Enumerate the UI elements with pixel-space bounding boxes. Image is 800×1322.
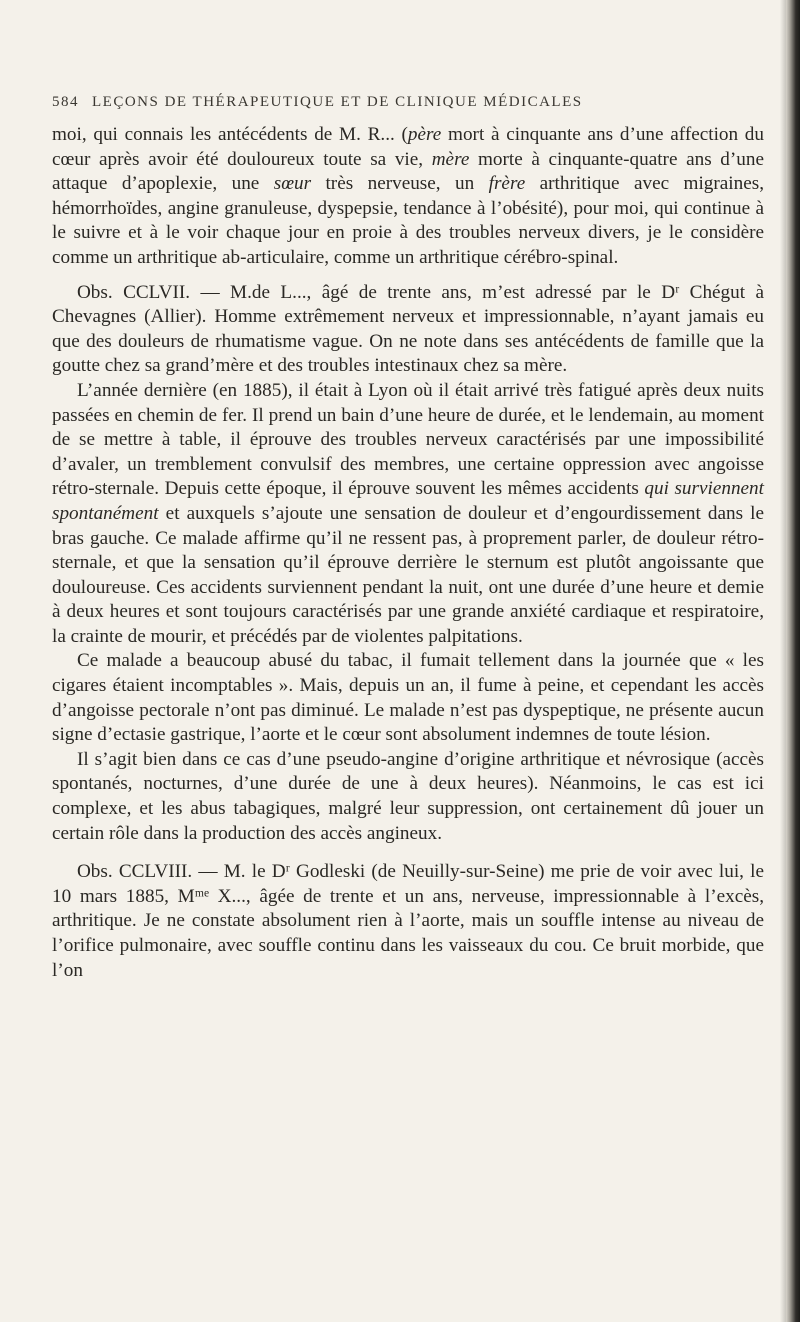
running-title: LEÇONS DE THÉRAPEUTIQUE ET DE CLINIQUE MÉDICALES [92,94,583,110]
italic-run: frère [488,173,526,195]
paragraph-continuation [52,123,764,271]
italic-run: qui surviennent spontanément [52,478,764,524]
book-page [52,0,764,1322]
spacer [52,271,764,281]
text-run: morte à cinquante-quatre ans d’une attaque d’apoplexie, une [52,148,764,195]
paragraph-history [52,379,764,650]
page-number: 584 [52,94,79,110]
running-head [52,94,764,116]
text-run: arthritique avec migraines, hémorrhoïdes, angine granuleuse, dyspepsie, tendance à l’obésité), pour moi, qui continue à le suivre et à le voir chaque jour en proie à des troubles nerveux divers, je le considère comme un arthritique ab-articulaire, comme un arthritique cérébro-spinal. [52,173,764,268]
body-text [52,123,764,983]
paragraph-tobacco: Ce malade a beaucoup abusé du tabac, il fumait tellement dans la journée que « les cigares étaient incomptables ». Mais, depuis un an, il fume à peine, et cependant les accès d’angoisse pectorale n’ont pas diminué. Le malade n’est pas dyspeptique, ne présente aucun signe d’ectasie gastrique, l’aorte et le cœur sont absolument indemnes de toute lésion. [52,650,764,746]
italic-run: père [407,124,442,145]
text-run: très nerveuse, un [311,173,489,195]
book-edge [786,0,800,1322]
spacer [52,846,764,860]
italic-run: sœur [273,173,312,195]
text-run: L’année dernière (en 1885), il était à Lyon où il était arrivé très fatigué après deux nuits passées en chemin de fer. Il prend un bain d’une heure de durée, et le lendemain, au moment de se mettre à table, il éprouve des troubles nerveux caractérisés par une impossibilité d’avaler, un tremblement convulsif des membres, une certaine oppression avec angoisse rétro-sternale. Depuis cette époque, il éprouve souvent les mêmes accidents [52,379,764,500]
observation-258: Obs. CCLVIII. — M. le Dʳ Godleski (de Neuilly-sur-Seine) me prie de voir avec lui, le 10 mars 1885, Mᵐᵉ X..., âgée de trente et un ans, nerveuse, impressionnable à l’excès, arthritique. Je ne constate absolument rien à l’aorte, mais un souffle intense au niveau de l’orifice pulmonaire, avec souffle continu dans les vaisseaux du cou. Ce bruit morbide, que l’on [52,861,764,981]
text-run: et auxquels s’ajoute une sensation de douleur et d’engourdissement dans le bras gauche. Ce malade affirme qu’il ne ressent pas, à proprement parler, de douleur rétro-sternale, et que la sensation qu’il éprouve derrière le sternum est plutôt angoissante que douloureuse. Ces accidents surviennent pendant la nuit, ont une durée d’une heure et demie à deux heures et sont toujours caractérisés par une grande anxiété cardiaque et respiratoire, la crainte de mourir, et précédés par de violentes palpitations. [52,502,764,647]
italic-run: mère [431,148,470,170]
paragraph-diagnosis: Il s’agit bien dans ce cas d’une pseudo-angine d’origine arthritique et névrosique (accès spontanés, nocturnes, d’une durée de une à deux heures). Néanmoins, le cas est ici complexe, et les abus tabagiques, malgré leur suppression, ont certainement dû jouer un certain rôle dans la production des accès angineux. [52,748,764,844]
observation-257: Obs. CCLVII. — M.de L..., âgé de trente ans, m’est adressé par le Dʳ Chégut à Chevagnes (Allier). Homme extrêmement nerveux et impressionnable, n’ayant jamais eu que des douleurs de rhumatisme vague. On ne note dans ses antécédents de famille que la goutte chez sa grand’mère et des troubles intestinaux chez sa mère. [52,281,764,377]
text-run: mort à cinquante ans d’une affection du cœur après avoir été douloureux toute sa vie, [52,124,764,170]
text-run: moi, qui connais les antécédents de M. R... ( [52,124,408,145]
